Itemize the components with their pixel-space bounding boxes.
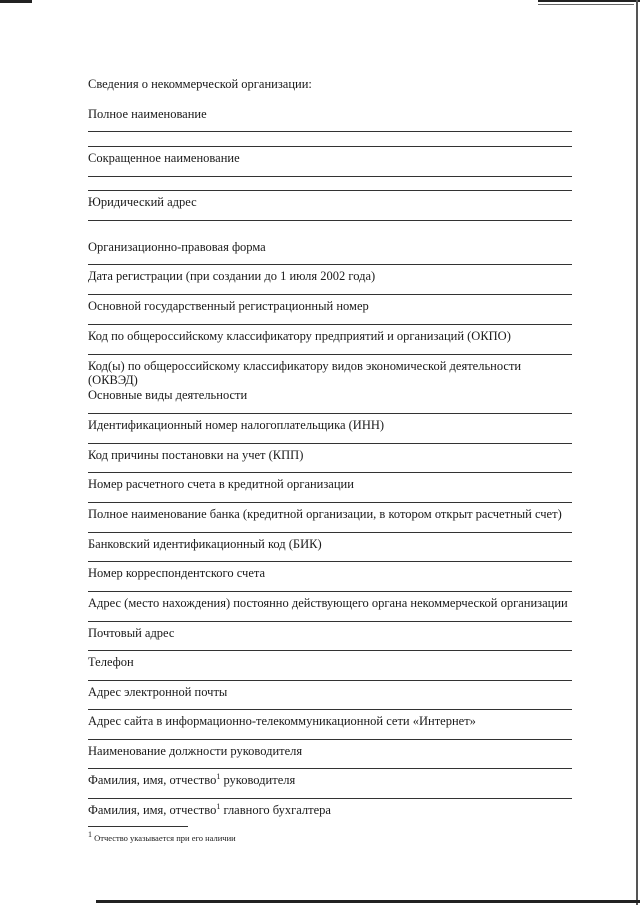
blank-line[interactable] [88, 502, 572, 503]
blank-line[interactable] [88, 264, 572, 265]
field-label-website: Адрес сайта в информационно-телекоммуникационной сети «Интернет» [88, 714, 476, 728]
blank-line[interactable] [88, 220, 572, 221]
field-label-email: Адрес электронной почты [88, 685, 228, 699]
blank-line[interactable] [88, 176, 572, 177]
head-fio-text: Фамилия, имя, отчество [88, 773, 217, 787]
field-label-legal-address: Юридический адрес [88, 195, 197, 209]
form-heading: Сведения о некоммерческой организации: [88, 77, 312, 91]
blank-line[interactable] [88, 472, 572, 473]
blank-line[interactable] [88, 561, 572, 562]
footnote-text: Отчество указывается при его наличии [92, 833, 236, 843]
field-label-accountant-fio [88, 803, 331, 817]
blank-line[interactable] [88, 443, 572, 444]
blank-line[interactable] [88, 532, 572, 533]
head-fio-suffix: руководителя [220, 773, 296, 787]
scan-edge-mark [538, 0, 640, 2]
field-label-head-position: Наименование должности руководителя [88, 744, 303, 758]
blank-line[interactable] [88, 324, 572, 325]
field-label-full-name: Полное наименование [88, 107, 207, 121]
field-label-account-number: Номер расчетного счета в кредитной организации [88, 477, 354, 491]
blank-line[interactable] [88, 709, 572, 710]
field-label-kpp: Код причины постановки на учет (КПП) [88, 448, 304, 462]
accountant-fio-text: Фамилия, имя, отчество [88, 803, 217, 817]
field-label-registration-date: Дата регистрации (при создании до 1 июля 2002 года) [88, 269, 376, 283]
accountant-fio-suffix: главного бухгалтера [220, 803, 331, 817]
scan-edge-mark [0, 0, 32, 3]
blank-line[interactable] [88, 413, 572, 414]
field-label-corr-account: Номер корреспондентского счета [88, 566, 266, 580]
blank-line[interactable] [88, 354, 572, 355]
blank-line[interactable] [88, 146, 572, 147]
blank-line[interactable] [88, 739, 572, 740]
footnote-divider [88, 826, 188, 827]
footnote-marker: 1 [88, 830, 92, 840]
field-label-ogrn: Основной государственный регистрационный номер [88, 299, 369, 313]
footnote-ref: 1 [216, 771, 221, 781]
field-label-location-address: Адрес (место нахождения) постоянно действующего органа некоммерческой организации [88, 596, 568, 610]
field-label-phone: Телефон [88, 655, 134, 669]
blank-line[interactable] [88, 798, 572, 799]
field-label-okpo: Код по общероссийскому классификатору предприятий и организаций (ОКПО) [88, 329, 511, 343]
field-label-postal-address: Почтовый адрес [88, 626, 175, 640]
blank-line[interactable] [88, 294, 572, 295]
field-label-okved-abbr: (ОКВЭД) [88, 373, 138, 387]
scan-edge-mark [538, 4, 634, 5]
blank-line[interactable] [88, 768, 572, 769]
blank-line[interactable] [88, 621, 572, 622]
scan-edge-mark [636, 0, 638, 905]
field-label-okved: Код(ы) по общероссийскому классификатору видов экономической деятельности [88, 359, 522, 373]
field-label-bik: Банковский идентификационный код (БИК) [88, 537, 322, 551]
field-label-inn: Идентификационный номер налогоплательщика (ИНН) [88, 418, 385, 432]
field-label-legal-form: Организационно-правовая форма [88, 240, 266, 254]
footnote-ref: 1 [216, 801, 221, 811]
scan-edge-mark [96, 900, 640, 903]
blank-line[interactable] [88, 131, 572, 132]
blank-line[interactable] [88, 190, 572, 191]
field-label-main-activities: Основные виды деятельности [88, 388, 248, 402]
footnote [88, 830, 236, 843]
blank-line[interactable] [88, 591, 572, 592]
field-label-bank-name: Полное наименование банка (кредитной организации, в котором открыт расчетный счет) [88, 507, 562, 521]
blank-line[interactable] [88, 680, 572, 681]
field-label-head-fio [88, 773, 295, 787]
blank-line[interactable] [88, 650, 572, 651]
field-label-short-name: Сокращенное наименование [88, 151, 240, 165]
